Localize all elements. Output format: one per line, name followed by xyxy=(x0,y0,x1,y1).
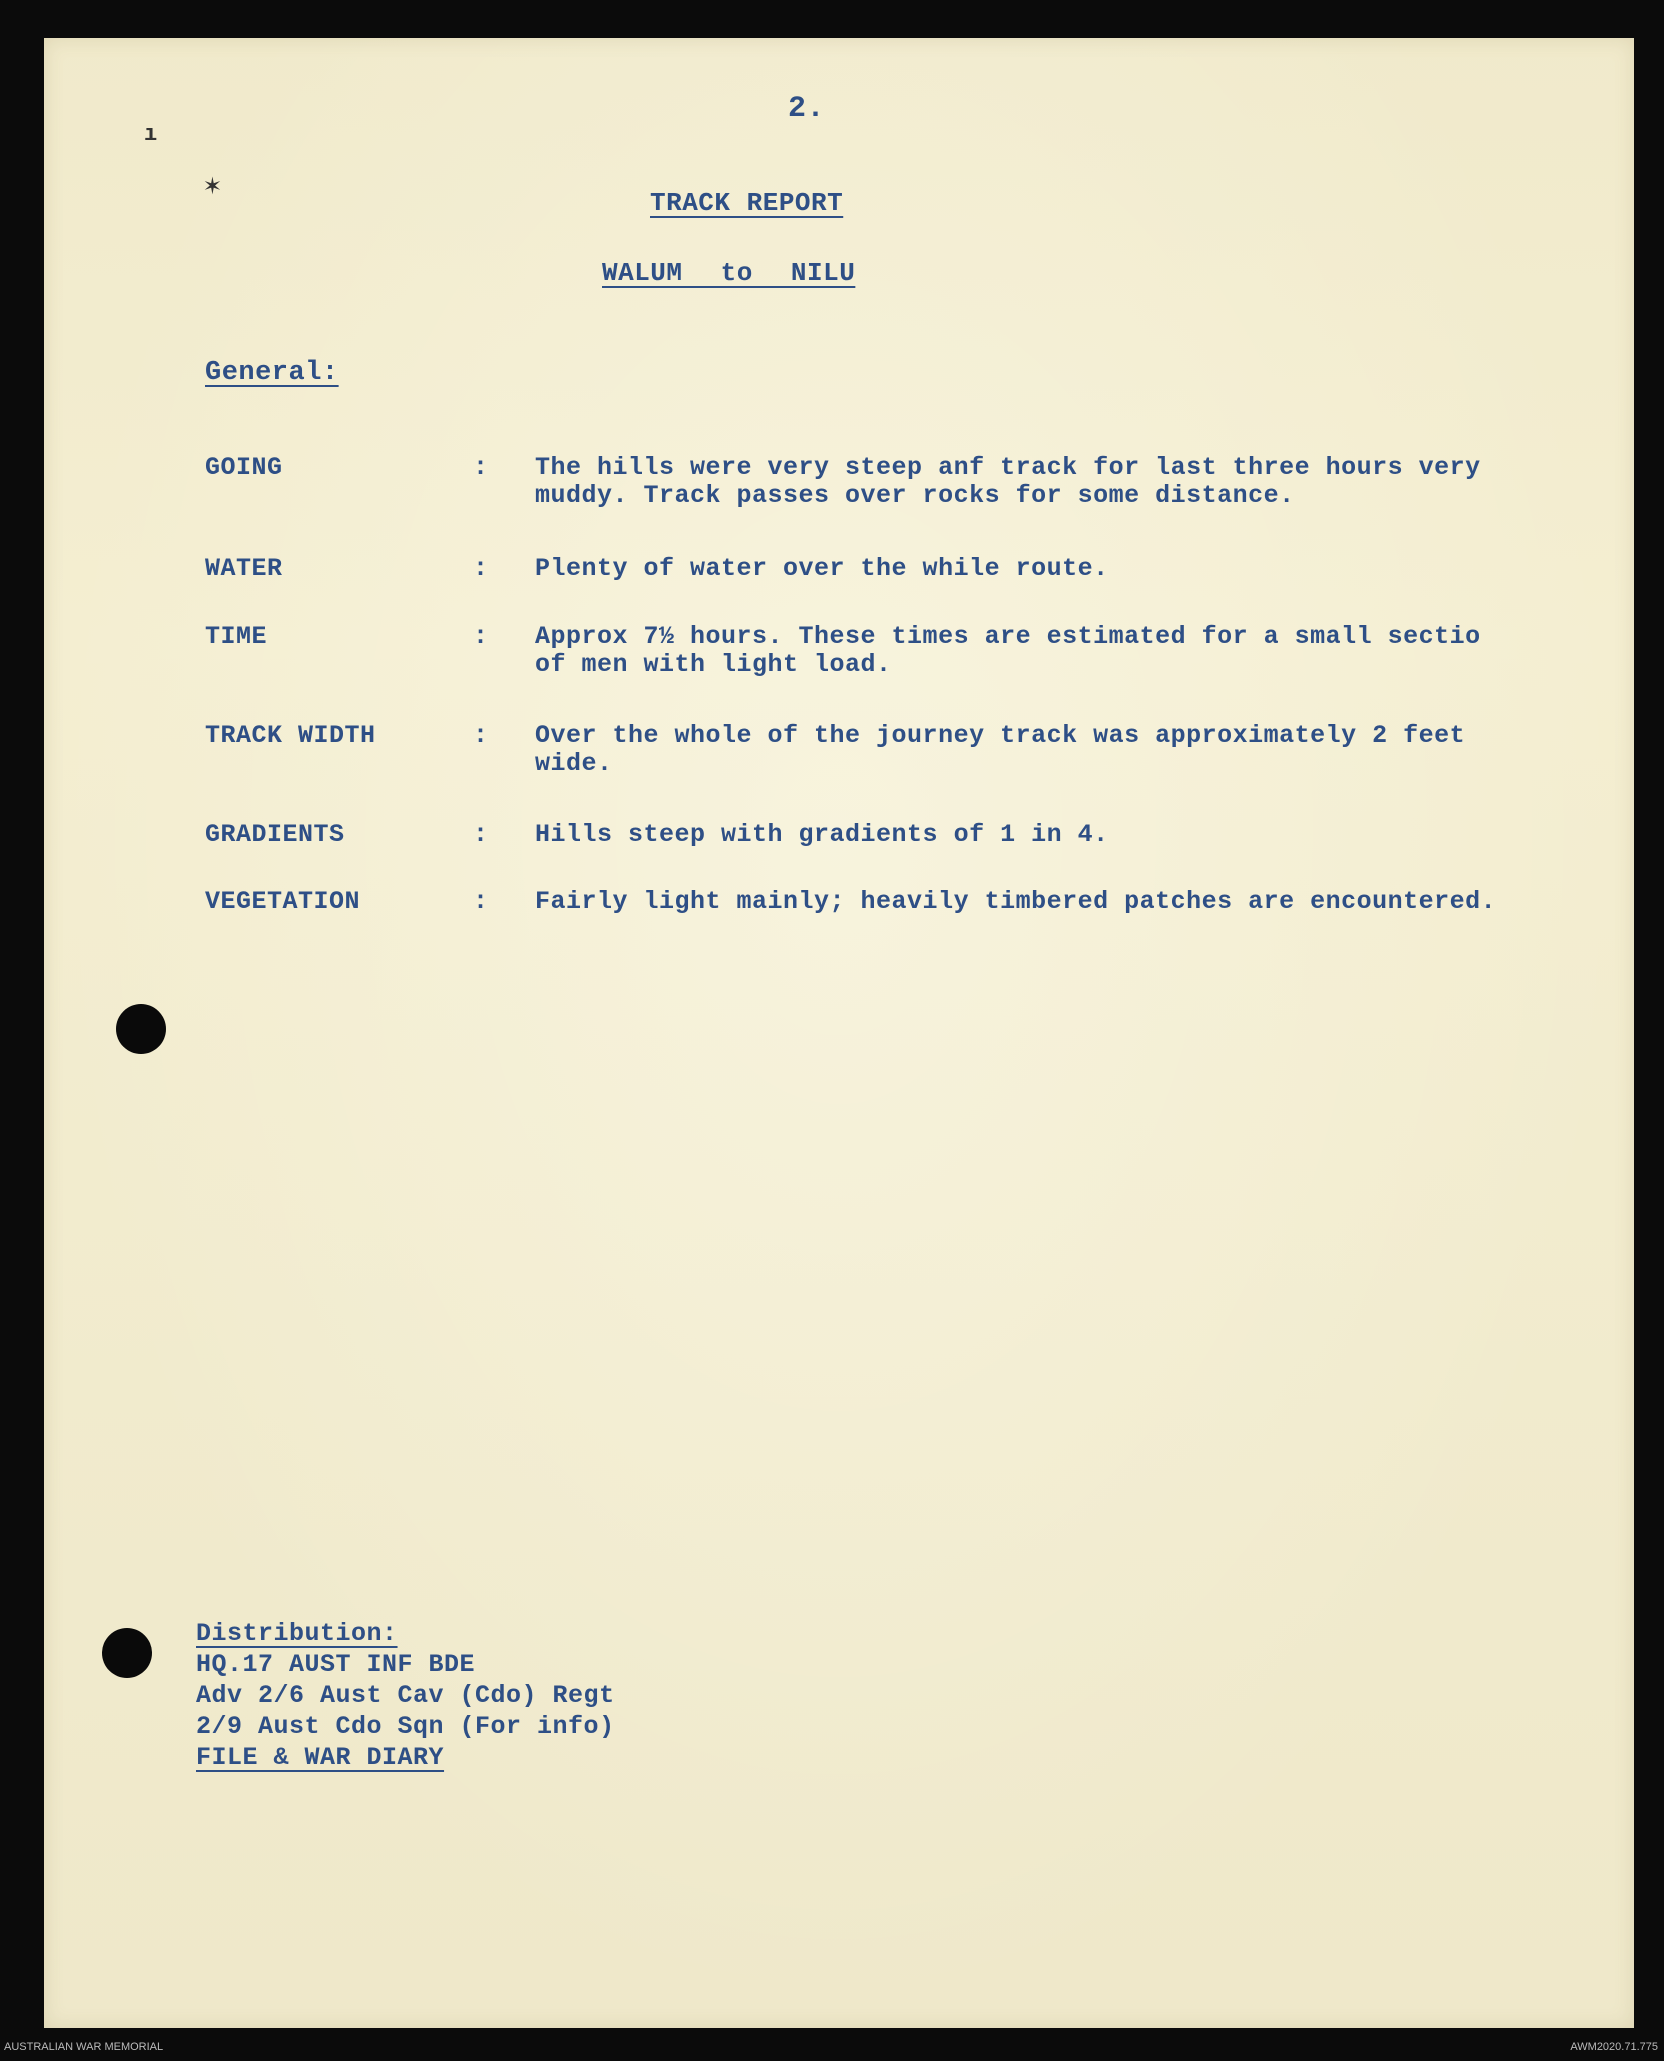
distribution-recipient: 2/9 Aust Cdo Sqn (For info) xyxy=(196,1712,615,1741)
field-separator: : xyxy=(473,453,489,482)
footer-institution: AUSTRALIAN WAR MEMORIAL xyxy=(4,2041,164,2053)
field-label: GRADIENTS xyxy=(205,820,345,849)
field-value xyxy=(535,821,1605,849)
ink-mark: ı xyxy=(144,122,158,147)
field-value-line: muddy. Track passes over rocks for some distance. xyxy=(535,481,1295,510)
section-heading-general: General: xyxy=(205,358,339,388)
distribution-recipient: Adv 2/6 Aust Cav (Cdo) Regt xyxy=(196,1681,615,1710)
ink-mark: ✶ xyxy=(204,172,221,203)
field-value-line: Hills steep with gradients of 1 in 4. xyxy=(535,820,1109,849)
field-value xyxy=(535,722,1605,778)
field-value-line: wide. xyxy=(535,749,613,778)
distribution-block xyxy=(196,1618,615,1773)
page-number: 2. xyxy=(788,92,826,126)
field-separator: : xyxy=(473,887,489,916)
field-label: TIME xyxy=(205,622,268,651)
field-value-line: Approx 7½ hours. These times are estimated for a small sectio xyxy=(535,622,1481,651)
document-subtitle: WALUM to NILU xyxy=(602,258,856,288)
distribution-recipient: HQ.17 AUST INF BDE xyxy=(196,1650,476,1679)
field-label: VEGETATION xyxy=(205,887,361,916)
field-value-line: of men with light load. xyxy=(535,650,892,679)
punch-hole xyxy=(116,1004,166,1054)
distribution-heading: Distribution: xyxy=(196,1619,398,1648)
field-separator: : xyxy=(473,820,489,849)
field-value-line: Plenty of water over the while route. xyxy=(535,554,1109,583)
field-separator: : xyxy=(473,554,489,583)
field-value-line: Over the whole of the journey track was approximately 2 feet xyxy=(535,721,1466,750)
field-label: TRACK WIDTH xyxy=(205,721,376,750)
field-separator: : xyxy=(473,721,489,750)
field-value xyxy=(535,555,1605,583)
distribution-recipient: FILE & WAR DIARY xyxy=(196,1743,445,1772)
field-value-line: The hills were very steep anf track for last three hours very xyxy=(535,453,1481,482)
footer-accession-number: AWM2020.71.775 xyxy=(1570,2041,1658,2053)
field-value xyxy=(535,454,1605,510)
field-label: WATER xyxy=(205,554,283,583)
field-value-line: Fairly light mainly; heavily timbered patches are encountered. xyxy=(535,887,1497,916)
field-label: GOING xyxy=(205,453,283,482)
document-title: TRACK REPORT xyxy=(650,188,844,218)
field-value xyxy=(535,888,1605,916)
punch-hole xyxy=(102,1628,152,1678)
field-separator: : xyxy=(473,622,489,651)
field-value xyxy=(535,623,1605,679)
